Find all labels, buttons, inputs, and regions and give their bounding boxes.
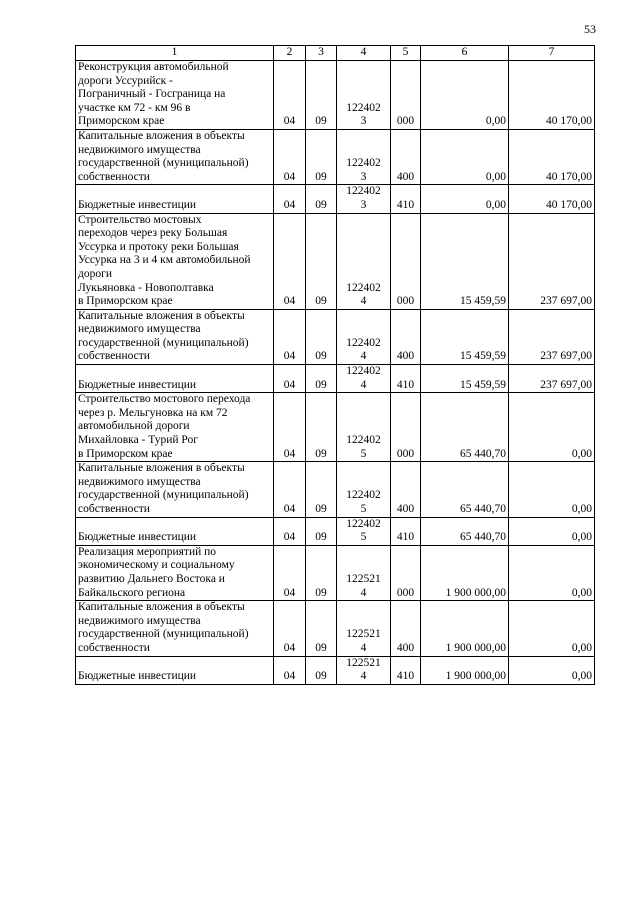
expense-type-cell: 410	[391, 365, 421, 393]
amount-col7-cell: 40 170,00	[509, 185, 595, 213]
expense-type-cell: 000	[391, 545, 421, 600]
budget-table	[75, 45, 595, 685]
table-row	[76, 545, 595, 600]
target-article-cell: 122402 4	[337, 365, 391, 393]
header-cell-2: 2	[274, 46, 306, 61]
amount-col6-cell: 65 440,70	[421, 393, 509, 462]
target-article-cell: 122402 5	[337, 393, 391, 462]
section-code-cell: 04	[274, 129, 306, 184]
item-name-cell: Бюджетные инвестиции	[76, 365, 274, 393]
subsection-code-cell: 09	[306, 185, 337, 213]
amount-col7-cell: 237 697,00	[509, 309, 595, 364]
table-row	[76, 365, 595, 393]
target-article-cell: 122402 4	[337, 309, 391, 364]
amount-col6-cell: 0,00	[421, 61, 509, 130]
table-row	[76, 213, 595, 309]
table-row	[76, 185, 595, 213]
expense-type-cell: 400	[391, 462, 421, 517]
header-cell-1: 1	[76, 46, 274, 61]
table-row	[76, 656, 595, 684]
expense-type-cell: 000	[391, 61, 421, 130]
amount-col7-cell: 0,00	[509, 517, 595, 545]
target-article-cell: 122402 5	[337, 462, 391, 517]
section-code-cell: 04	[274, 545, 306, 600]
subsection-code-cell: 09	[306, 213, 337, 309]
amount-col7-cell: 0,00	[509, 601, 595, 656]
amount-col6-cell: 1 900 000,00	[421, 656, 509, 684]
subsection-code-cell: 09	[306, 656, 337, 684]
item-name-cell: Реализация мероприятий по экономическому и социальному развитию Дальнего Востока и Байкальского региона	[76, 545, 274, 600]
target-article-cell: 122521 4	[337, 545, 391, 600]
amount-col7-cell: 237 697,00	[509, 213, 595, 309]
amount-col6-cell: 15 459,59	[421, 365, 509, 393]
amount-col7-cell: 0,00	[509, 545, 595, 600]
header-cell-6: 6	[421, 46, 509, 61]
section-code-cell: 04	[274, 365, 306, 393]
subsection-code-cell: 09	[306, 462, 337, 517]
target-article-cell: 122402 3	[337, 61, 391, 130]
subsection-code-cell: 09	[306, 129, 337, 184]
target-article-cell: 122402 3	[337, 185, 391, 213]
target-article-cell: 122402 3	[337, 129, 391, 184]
item-name-cell: Строительство мостовых переходов через реку Большая Уссурка и протоку реки Большая Уссурка на 3 и 4 км автомобильной дороги Лукьяновка - Новополтавка в Приморском крае	[76, 213, 274, 309]
page-number: 53	[584, 22, 596, 36]
subsection-code-cell: 09	[306, 61, 337, 130]
table-row	[76, 462, 595, 517]
header-cell-5: 5	[391, 46, 421, 61]
subsection-code-cell: 09	[306, 517, 337, 545]
amount-col6-cell: 1 900 000,00	[421, 545, 509, 600]
expense-type-cell: 410	[391, 185, 421, 213]
expense-type-cell: 000	[391, 393, 421, 462]
amount-col6-cell: 15 459,59	[421, 309, 509, 364]
subsection-code-cell: 09	[306, 545, 337, 600]
target-article-cell: 122521 4	[337, 601, 391, 656]
table-row	[76, 309, 595, 364]
section-code-cell: 04	[274, 213, 306, 309]
section-code-cell: 04	[274, 517, 306, 545]
amount-col7-cell: 40 170,00	[509, 129, 595, 184]
expense-type-cell: 000	[391, 213, 421, 309]
item-name-cell: Реконструкция автомобильной дороги Уссурийск - Пограничный - Госграница на участке км 72 - км 96 в Приморском крае	[76, 61, 274, 130]
section-code-cell: 04	[274, 185, 306, 213]
section-code-cell: 04	[274, 393, 306, 462]
amount-col7-cell: 0,00	[509, 656, 595, 684]
amount-col6-cell: 0,00	[421, 185, 509, 213]
item-name-cell: Бюджетные инвестиции	[76, 185, 274, 213]
item-name-cell: Капитальные вложения в объекты недвижимого имущества государственной (муниципальной) собственности	[76, 309, 274, 364]
table-row	[76, 517, 595, 545]
amount-col7-cell: 40 170,00	[509, 61, 595, 130]
target-article-cell: 122521 4	[337, 656, 391, 684]
item-name-cell: Капитальные вложения в объекты недвижимого имущества государственной (муниципальной) собственности	[76, 129, 274, 184]
amount-col6-cell: 1 900 000,00	[421, 601, 509, 656]
expense-type-cell: 410	[391, 656, 421, 684]
section-code-cell: 04	[274, 601, 306, 656]
item-name-cell: Бюджетные инвестиции	[76, 517, 274, 545]
expense-type-cell: 400	[391, 129, 421, 184]
expense-type-cell: 410	[391, 517, 421, 545]
table-row	[76, 393, 595, 462]
item-name-cell: Капитальные вложения в объекты недвижимого имущества государственной (муниципальной) собственности	[76, 462, 274, 517]
header-cell-7: 7	[509, 46, 595, 61]
item-name-cell: Капитальные вложения в объекты недвижимого имущества государственной (муниципальной) собственности	[76, 601, 274, 656]
item-name-cell: Строительство мостового перехода через р. Мельгуновка на км 72 автомобильной дороги Михайловка - Турий Рог в Приморском крае	[76, 393, 274, 462]
expense-type-cell: 400	[391, 309, 421, 364]
header-row	[76, 46, 595, 61]
section-code-cell: 04	[274, 462, 306, 517]
item-name-cell: Бюджетные инвестиции	[76, 656, 274, 684]
section-code-cell: 04	[274, 61, 306, 130]
amount-col6-cell: 65 440,70	[421, 517, 509, 545]
subsection-code-cell: 09	[306, 601, 337, 656]
section-code-cell: 04	[274, 309, 306, 364]
amount-col6-cell: 0,00	[421, 129, 509, 184]
header-cell-4: 4	[337, 46, 391, 61]
subsection-code-cell: 09	[306, 365, 337, 393]
section-code-cell: 04	[274, 656, 306, 684]
amount-col7-cell: 0,00	[509, 393, 595, 462]
header-cell-3: 3	[306, 46, 337, 61]
amount-col6-cell: 15 459,59	[421, 213, 509, 309]
subsection-code-cell: 09	[306, 393, 337, 462]
target-article-cell: 122402 4	[337, 213, 391, 309]
table-row	[76, 601, 595, 656]
amount-col7-cell: 0,00	[509, 462, 595, 517]
expense-type-cell: 400	[391, 601, 421, 656]
amount-col6-cell: 65 440,70	[421, 462, 509, 517]
table-row	[76, 61, 595, 130]
amount-col7-cell: 237 697,00	[509, 365, 595, 393]
subsection-code-cell: 09	[306, 309, 337, 364]
target-article-cell: 122402 5	[337, 517, 391, 545]
table-row	[76, 129, 595, 184]
